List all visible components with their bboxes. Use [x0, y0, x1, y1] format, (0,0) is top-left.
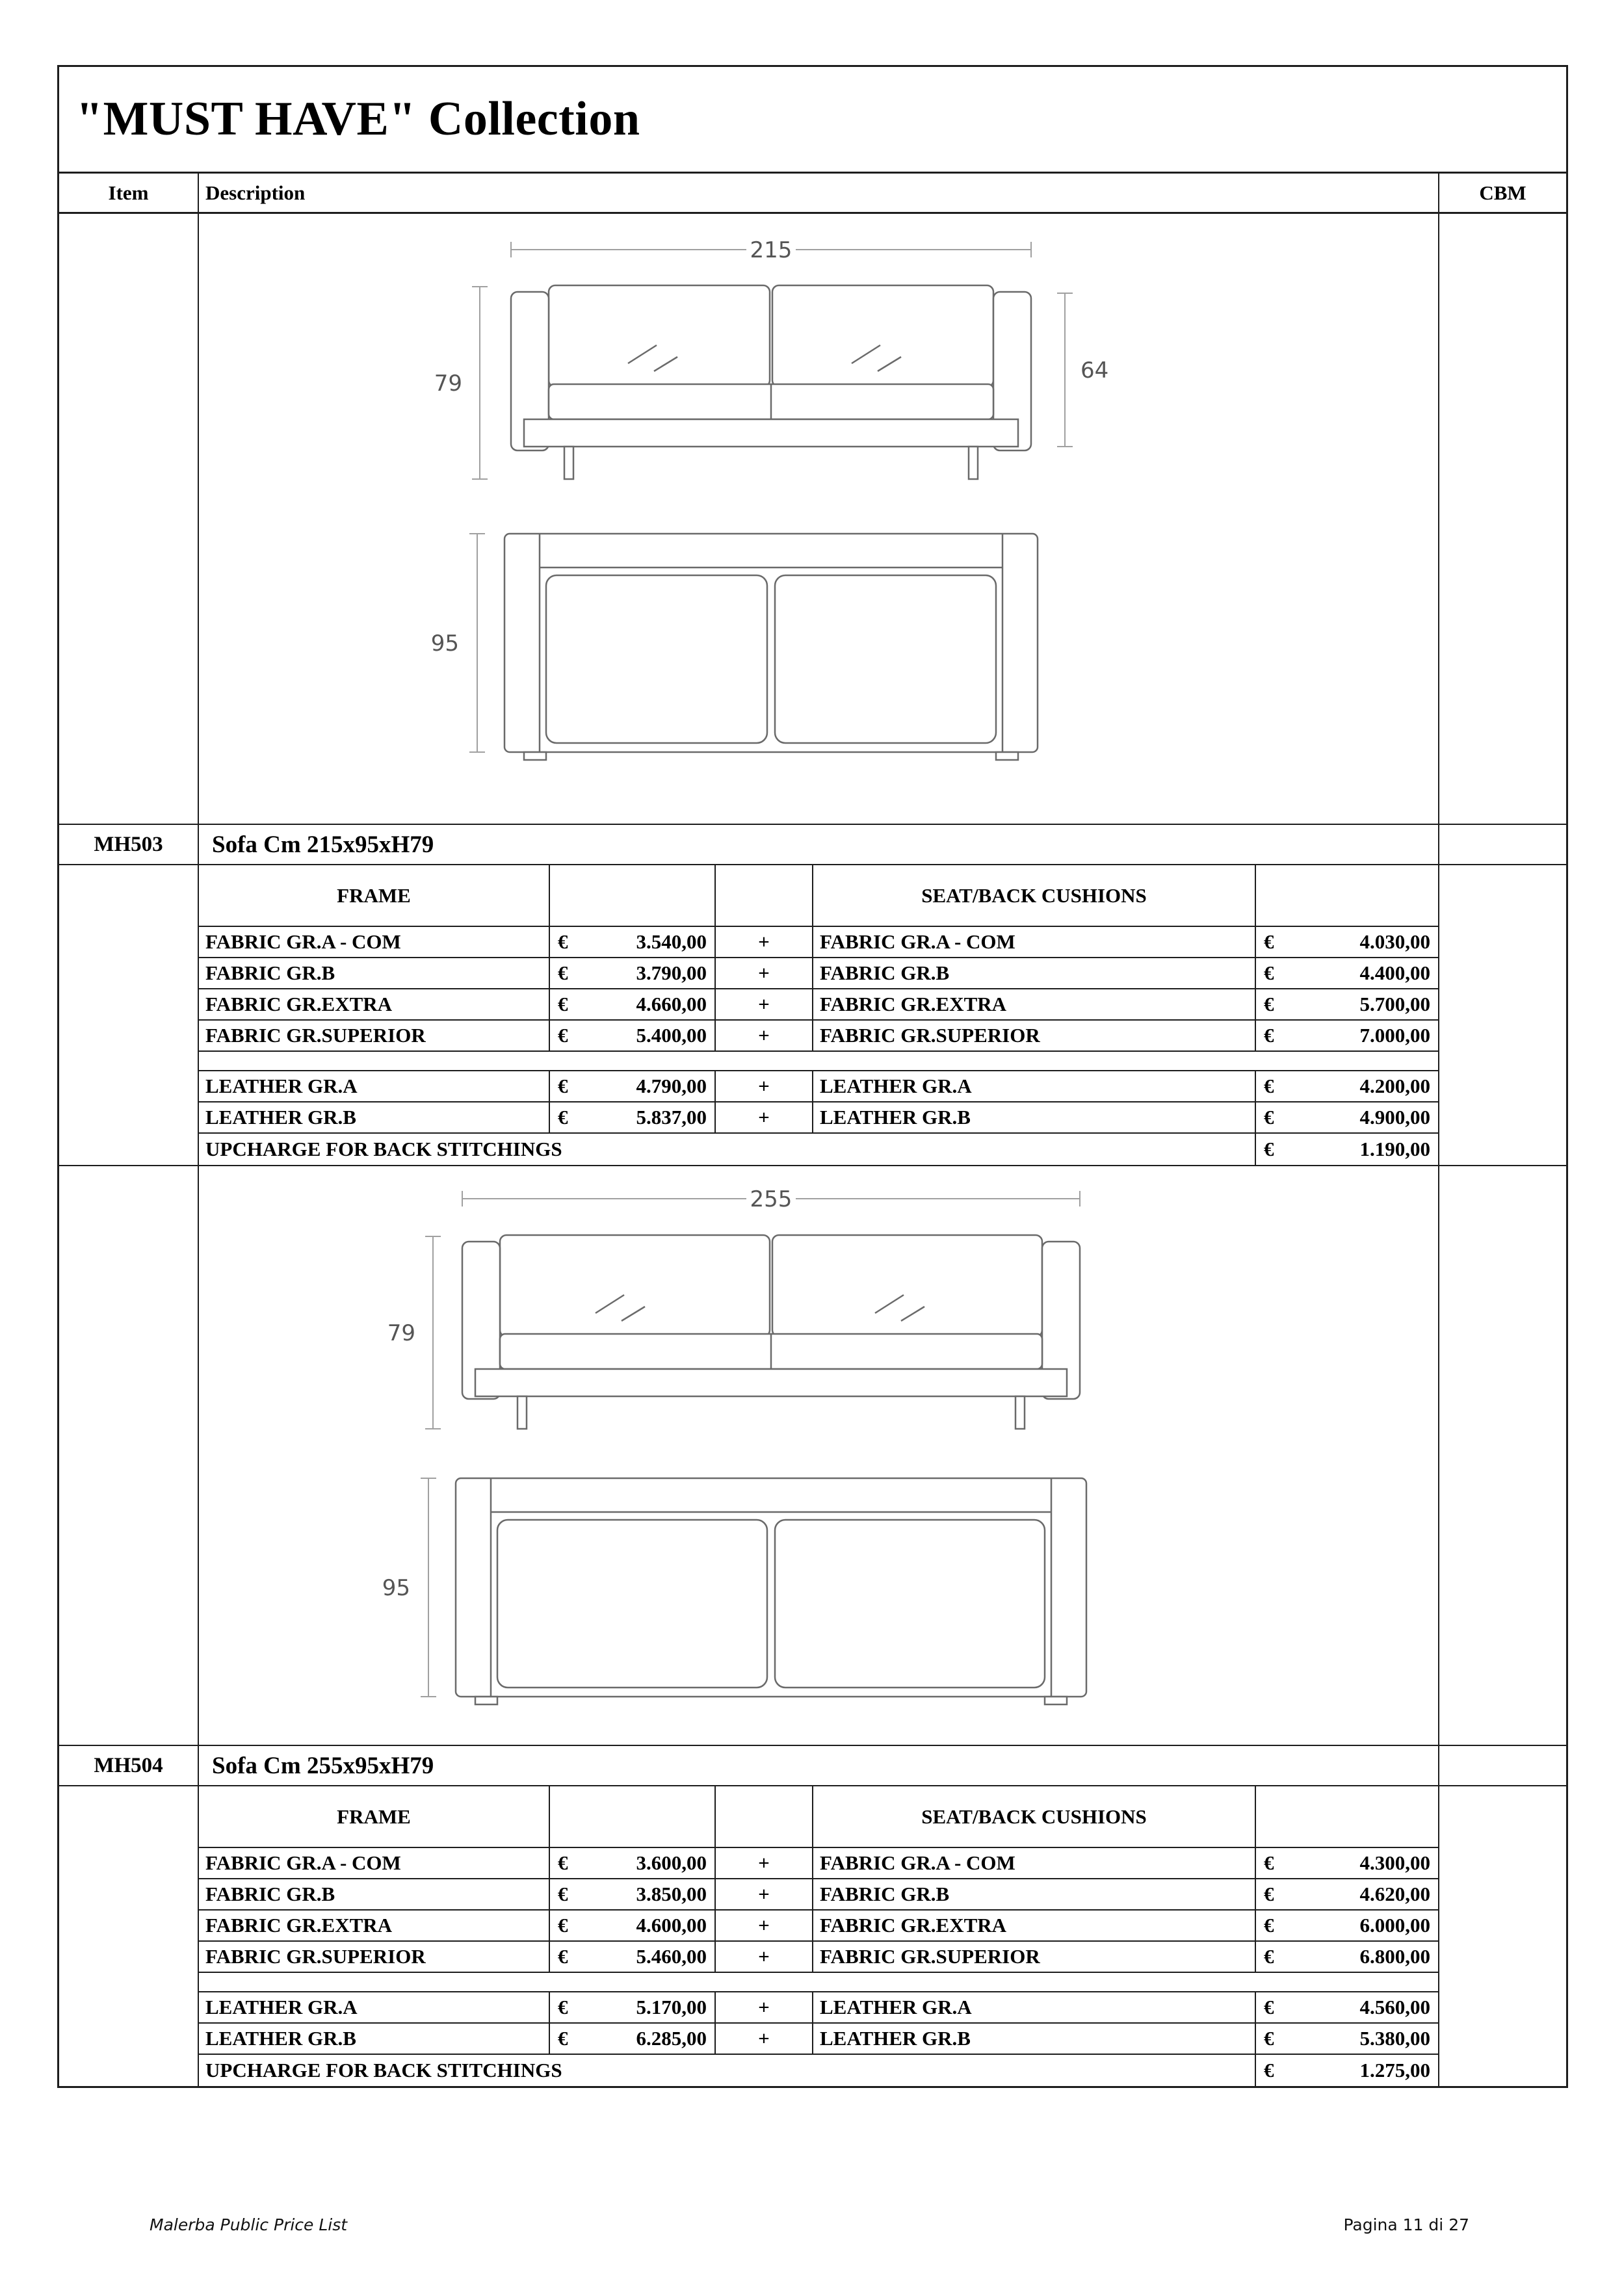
- drawing-row: [59, 214, 1566, 824]
- product-name-row: [59, 1745, 1566, 1786]
- spacer-row: [199, 1973, 1438, 1992]
- dim-arm-height-label: 64: [1080, 358, 1109, 384]
- frame-price-cell: [550, 1879, 716, 1911]
- price-option-row: [199, 927, 1438, 958]
- currency-symbol: €: [558, 1996, 568, 2018]
- frame-price-cell: [550, 1942, 716, 1973]
- currency-symbol: €: [558, 1075, 568, 1097]
- currency-symbol: €: [1264, 1106, 1274, 1128]
- currency-symbol: €: [558, 2027, 568, 2050]
- cushion-price-cell: [1256, 1102, 1438, 1134]
- frame-option-label: FABRIC GR.B: [199, 1879, 550, 1911]
- cushion-price-value: 4.200,00: [1359, 1075, 1430, 1097]
- frame-price-value: 5.460,00: [636, 1945, 707, 1968]
- frame-price-value: 4.790,00: [636, 1075, 707, 1097]
- currency-symbol: €: [558, 1106, 568, 1128]
- cushions-header: SEAT/BACK CUSHIONS: [813, 1786, 1256, 1848]
- empty-cell: [1256, 865, 1438, 927]
- upcharge-price-value: 1.190,00: [1359, 1138, 1430, 1160]
- cushion-price-cell: [1256, 989, 1438, 1021]
- price-table-wrap: [59, 1786, 1566, 2086]
- cushion-price-cell: [1256, 2024, 1438, 2055]
- frame-header: FRAME: [199, 865, 550, 927]
- frame-price-value: 5.837,00: [636, 1106, 707, 1128]
- currency-symbol: €: [558, 961, 568, 984]
- frame-option-label: FABRIC GR.SUPERIOR: [199, 1021, 550, 1052]
- plus-sign: +: [716, 1071, 813, 1102]
- cushion-price-value: 4.900,00: [1359, 1106, 1430, 1128]
- drawing-row: [59, 1166, 1566, 1745]
- frame-option-label: FABRIC GR.B: [199, 958, 550, 989]
- currency-symbol: €: [1264, 1024, 1274, 1047]
- sofa-front-view: [511, 285, 1031, 479]
- cushions-header: SEAT/BACK CUSHIONS: [813, 865, 1256, 927]
- frame-option-label: FABRIC GR.A - COM: [199, 927, 550, 958]
- frame-price-cell: [550, 927, 716, 958]
- frame-price-value: 5.170,00: [636, 1996, 707, 2018]
- plus-sign: +: [716, 1911, 813, 1942]
- cushion-price-value: 4.300,00: [1359, 1851, 1430, 1874]
- cbm-value-cell: [1439, 825, 1566, 864]
- currency-symbol: €: [1264, 930, 1274, 953]
- upcharge-row: [199, 1134, 1438, 1165]
- column-header-item: Item: [59, 174, 199, 212]
- frame-price-value: 4.600,00: [636, 1914, 707, 1937]
- currency-symbol: €: [558, 1883, 568, 1905]
- currency-symbol: €: [1264, 1945, 1274, 1968]
- price-table-wrap: [59, 865, 1566, 1165]
- product-name: Sofa Cm 215x95xH79: [199, 825, 1439, 864]
- price-option-row: [199, 2024, 1438, 2055]
- drawing-cell: [199, 214, 1439, 824]
- frame-option-label: FABRIC GR.EXTRA: [199, 1911, 550, 1942]
- frame-option-label: LEATHER GR.A: [199, 1071, 550, 1102]
- plus-sign: +: [716, 1942, 813, 1973]
- frame-price-cell: [550, 1992, 716, 2024]
- dim-depth-label: 95: [430, 631, 459, 657]
- cbm-column-spacer: [1439, 214, 1566, 824]
- currency-symbol: €: [1264, 1883, 1274, 1905]
- cushion-price-cell: [1256, 1021, 1438, 1052]
- frame-price-cell: [550, 1021, 716, 1052]
- item-column-spacer: [59, 214, 199, 824]
- frame-price-cell: [550, 2024, 716, 2055]
- cushion-price-cell: [1256, 1071, 1438, 1102]
- collection-title: "MUST HAVE" Collection: [59, 67, 1566, 174]
- product-code: MH503: [59, 825, 199, 864]
- fabric-rows: [199, 927, 1438, 1052]
- product-section-mh504: [59, 1166, 1566, 2086]
- plus-sign: +: [716, 1102, 813, 1134]
- cushion-option-label: LEATHER GR.A: [813, 1071, 1256, 1102]
- price-table-header: [199, 1786, 1438, 1848]
- cushion-price-value: 5.700,00: [1359, 993, 1430, 1015]
- cushion-price-value: 6.000,00: [1359, 1914, 1430, 1937]
- cushion-price-cell: [1256, 1879, 1438, 1911]
- currency-symbol: €: [1264, 1138, 1274, 1160]
- cbm-column-spacer: [1439, 1786, 1566, 2086]
- sofa-technical-drawing-mh504: [199, 1166, 1438, 1745]
- currency-symbol: €: [1264, 993, 1274, 1015]
- currency-symbol: €: [1264, 1075, 1274, 1097]
- frame-option-label: FABRIC GR.SUPERIOR: [199, 1942, 550, 1973]
- dim-height-label: 79: [434, 371, 462, 397]
- page-footer: [150, 2215, 1469, 2234]
- frame-price-cell: [550, 1848, 716, 1879]
- price-option-row: [199, 1879, 1438, 1911]
- spacer-row: [199, 1052, 1438, 1071]
- sofa-top-view: [456, 1478, 1086, 1704]
- upcharge-price-cell: [1256, 2055, 1438, 2086]
- plus-sign: +: [716, 989, 813, 1021]
- cushion-price-value: 4.400,00: [1359, 961, 1430, 984]
- upcharge-label: UPCHARGE FOR BACK STITCHINGS: [199, 1134, 1256, 1165]
- cushion-price-cell: [1256, 1992, 1438, 2024]
- currency-symbol: €: [558, 1945, 568, 1968]
- plus-sign: +: [716, 1848, 813, 1879]
- product-section-mh503: [59, 214, 1566, 1166]
- frame-price-cell: [550, 1102, 716, 1134]
- price-option-row: [199, 989, 1438, 1021]
- currency-symbol: €: [1264, 1914, 1274, 1937]
- cushion-option-label: FABRIC GR.A - COM: [813, 927, 1256, 958]
- cushion-option-label: FABRIC GR.B: [813, 1879, 1256, 1911]
- sofa-technical-drawing-mh503: [199, 214, 1438, 824]
- item-column-spacer: [59, 1786, 199, 2086]
- frame-header: FRAME: [199, 1786, 550, 1848]
- cushion-price-value: 6.800,00: [1359, 1945, 1430, 1968]
- cushion-option-label: LEATHER GR.A: [813, 1992, 1256, 2024]
- cushion-price-value: 5.380,00: [1359, 2027, 1430, 2050]
- footer-doc-name: Malerba Public Price List: [150, 2215, 348, 2234]
- currency-symbol: €: [558, 1851, 568, 1874]
- cushion-option-label: FABRIC GR.A - COM: [813, 1848, 1256, 1879]
- price-table: [199, 865, 1439, 1165]
- cushion-price-cell: [1256, 958, 1438, 989]
- cushion-price-cell: [1256, 1942, 1438, 1973]
- cbm-column-spacer: [1439, 865, 1566, 1165]
- currency-symbol: €: [1264, 1851, 1274, 1874]
- cushion-price-value: 4.560,00: [1359, 1996, 1430, 2018]
- price-option-row: [199, 1911, 1438, 1942]
- frame-option-label: FABRIC GR.A - COM: [199, 1848, 550, 1879]
- currency-symbol: €: [1264, 2059, 1274, 2081]
- frame-price-cell: [550, 1911, 716, 1942]
- footer-page-number: Pagina 11 di 27: [1343, 2215, 1469, 2234]
- upcharge-price-cell: [1256, 1134, 1438, 1165]
- frame-price-value: 3.600,00: [636, 1851, 707, 1874]
- empty-cell: [716, 1786, 813, 1848]
- drawing-cell: [199, 1166, 1439, 1745]
- product-name-row: [59, 824, 1566, 865]
- empty-cell: [1256, 1786, 1438, 1848]
- frame-price-cell: [550, 958, 716, 989]
- dim-width-label: 215: [750, 237, 792, 263]
- cushion-price-value: 7.000,00: [1359, 1024, 1430, 1047]
- currency-symbol: €: [1264, 961, 1274, 984]
- currency-symbol: €: [1264, 2027, 1274, 2050]
- frame-price-value: 3.540,00: [636, 930, 707, 953]
- column-header-row: [59, 174, 1566, 214]
- price-table-header: [199, 865, 1438, 927]
- frame-option-label: FABRIC GR.EXTRA: [199, 989, 550, 1021]
- currency-symbol: €: [558, 930, 568, 953]
- currency-symbol: €: [558, 993, 568, 1015]
- sofa-front-view: [462, 1235, 1080, 1429]
- upcharge-price-value: 1.275,00: [1359, 2059, 1430, 2081]
- frame-price-cell: [550, 989, 716, 1021]
- cbm-value-cell: [1439, 1746, 1566, 1785]
- currency-symbol: €: [558, 1914, 568, 1937]
- cushion-option-label: FABRIC GR.SUPERIOR: [813, 1942, 1256, 1973]
- price-option-row: [199, 958, 1438, 989]
- frame-price-value: 3.790,00: [636, 961, 707, 984]
- plus-sign: +: [716, 958, 813, 989]
- price-option-row: [199, 1942, 1438, 1973]
- item-column-spacer: [59, 865, 199, 1165]
- product-name: Sofa Cm 255x95xH79: [199, 1746, 1439, 1785]
- plus-sign: +: [716, 927, 813, 958]
- frame-price-value: 5.400,00: [636, 1024, 707, 1047]
- price-list-document: [57, 65, 1568, 2088]
- empty-cell: [550, 1786, 716, 1848]
- frame-price-value: 6.285,00: [636, 2027, 707, 2050]
- cushion-price-value: 4.620,00: [1359, 1883, 1430, 1905]
- frame-option-label: LEATHER GR.B: [199, 2024, 550, 2055]
- cushion-price-cell: [1256, 1848, 1438, 1879]
- product-code: MH504: [59, 1746, 199, 1785]
- price-option-row: [199, 1021, 1438, 1052]
- currency-symbol: €: [558, 1024, 568, 1047]
- cushion-option-label: FABRIC GR.EXTRA: [813, 989, 1256, 1021]
- empty-cell: [716, 865, 813, 927]
- currency-symbol: €: [1264, 1996, 1274, 2018]
- dim-height-label: 79: [387, 1320, 415, 1346]
- plus-sign: +: [716, 2024, 813, 2055]
- upcharge-row: [199, 2055, 1438, 2086]
- plus-sign: +: [716, 1021, 813, 1052]
- cushion-price-cell: [1256, 927, 1438, 958]
- price-option-row: [199, 1102, 1438, 1134]
- frame-price-cell: [550, 1071, 716, 1102]
- column-header-cbm: CBM: [1479, 181, 1526, 204]
- leather-rows: [199, 1992, 1438, 2055]
- dim-depth-label: 95: [382, 1575, 410, 1601]
- cushion-option-label: LEATHER GR.B: [813, 1102, 1256, 1134]
- cushion-option-label: FABRIC GR.B: [813, 958, 1256, 989]
- frame-option-label: LEATHER GR.B: [199, 1102, 550, 1134]
- frame-price-value: 3.850,00: [636, 1883, 707, 1905]
- frame-price-value: 4.660,00: [636, 993, 707, 1015]
- empty-cell: [550, 865, 716, 927]
- fabric-rows: [199, 1848, 1438, 1973]
- price-option-row: [199, 1071, 1438, 1102]
- dim-width-label: 255: [750, 1186, 792, 1212]
- cushion-option-label: FABRIC GR.SUPERIOR: [813, 1021, 1256, 1052]
- price-option-row: [199, 1848, 1438, 1879]
- sofa-top-view: [504, 534, 1038, 760]
- frame-option-label: LEATHER GR.A: [199, 1992, 550, 2024]
- cushion-option-label: LEATHER GR.B: [813, 2024, 1256, 2055]
- price-option-row: [199, 1992, 1438, 2024]
- upcharge-label: UPCHARGE FOR BACK STITCHINGS: [199, 2055, 1256, 2086]
- cushion-price-cell: [1256, 1911, 1438, 1942]
- leather-rows: [199, 1071, 1438, 1134]
- price-table: [199, 1786, 1439, 2086]
- plus-sign: +: [716, 1992, 813, 2024]
- column-header-description: Description: [199, 174, 1439, 212]
- item-column-spacer: [59, 1166, 199, 1745]
- cushion-option-label: FABRIC GR.EXTRA: [813, 1911, 1256, 1942]
- cbm-column-spacer: [1439, 1166, 1566, 1745]
- cushion-price-value: 4.030,00: [1359, 930, 1430, 953]
- plus-sign: +: [716, 1879, 813, 1911]
